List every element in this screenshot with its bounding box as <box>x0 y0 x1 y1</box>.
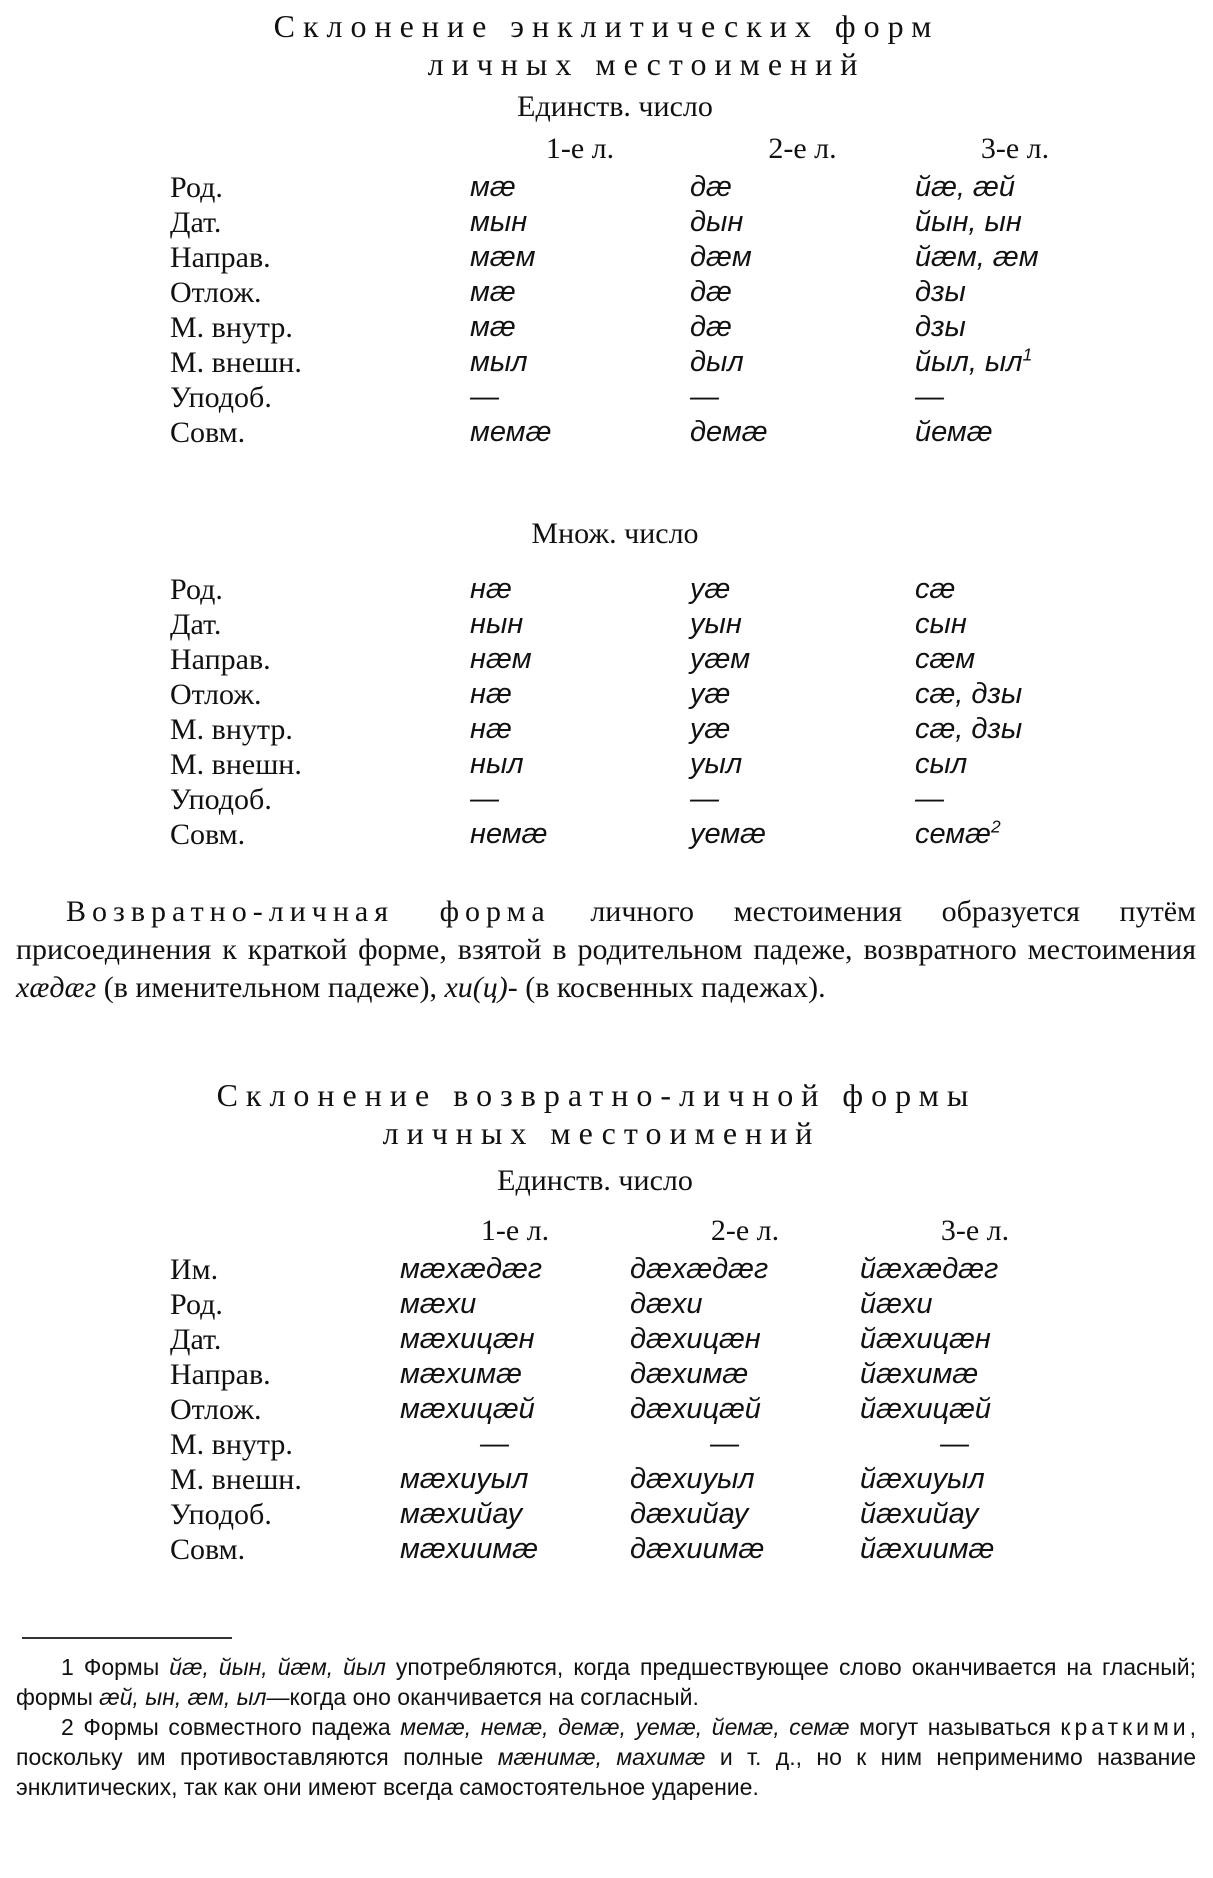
table-row <box>170 677 1115 712</box>
case-label: Направ. <box>170 1358 271 1391</box>
case-label: Им. <box>170 1253 219 1286</box>
case-label: Отлож. <box>170 1393 262 1426</box>
case-label: Направ. <box>170 643 271 676</box>
footnote-number: 1 <box>61 1654 74 1680</box>
form-cell: уемæ <box>690 818 766 850</box>
form-cell: нæ <box>470 573 512 605</box>
form-cell: мæхиимæ <box>400 1533 539 1565</box>
form-cell: уæ <box>690 573 731 605</box>
form-cell: йæхицæн <box>860 1323 991 1355</box>
table-row <box>170 275 1115 310</box>
paragraph-text: (в именительном падеже), <box>96 971 445 1004</box>
footnote-2 <box>16 1712 1196 1802</box>
paragraph-text: (в косвенных падежах). <box>517 971 826 1004</box>
footnote-text: , поскольку им противоставляются полные <box>16 1714 1197 1770</box>
table-row <box>170 1322 1090 1357</box>
table1-title-line1: Склонение энклитических форм <box>273 8 940 44</box>
form-cell: нæ <box>470 678 512 710</box>
form-cell: дзы <box>915 311 966 343</box>
form-cell: мæхæдæг <box>400 1253 543 1285</box>
example-word: хæдæг <box>16 971 97 1004</box>
table1-plural <box>170 572 1115 852</box>
form-cell: дæхæдæг <box>630 1253 769 1285</box>
case-label: Уподоб. <box>170 1498 272 1531</box>
form-cell: мæ <box>470 311 516 343</box>
form-cell: — <box>480 1428 509 1460</box>
case-label: Дат. <box>170 206 222 239</box>
form-cell: йæхиимæ <box>860 1533 995 1565</box>
case-label: Уподоб. <box>170 783 272 816</box>
form-cell: сæ, дзы <box>915 713 1023 745</box>
form-cell: уыл <box>690 748 743 780</box>
table2-title-line1: Склонение возвратно-личной формы <box>216 1077 977 1113</box>
table-row <box>170 1462 1090 1497</box>
form-cell: уæ <box>690 678 731 710</box>
form-cell: мын <box>470 206 528 238</box>
form-cell: мыл <box>470 346 528 378</box>
footnote-divider <box>22 1637 232 1639</box>
table-row <box>170 1357 1090 1392</box>
footnote-text: употребляются, когда предшествующее слово оканчивается на гласный; формы <box>16 1654 1197 1710</box>
table1-title-line2: личных местоимений <box>427 46 866 82</box>
case-label: Направ. <box>170 241 271 274</box>
form-cell: демæ <box>690 416 768 448</box>
form-cell: йæхицæй <box>860 1393 992 1425</box>
form-cell: дæ <box>690 311 732 343</box>
table-row <box>170 747 1115 782</box>
form-cell: йæхи <box>860 1288 933 1320</box>
table-row <box>170 1427 1090 1462</box>
form-cell: — <box>470 381 499 413</box>
case-label: Совм. <box>170 416 246 449</box>
case-label: Уподоб. <box>170 381 272 414</box>
table-row <box>170 310 1115 345</box>
form-cell: мæхицæй <box>400 1393 535 1425</box>
form-cell: мемæ <box>470 416 552 448</box>
form-cell: йæхийау <box>860 1498 979 1530</box>
form-cell: уæ <box>690 713 731 745</box>
form-cell: мæ <box>470 276 516 308</box>
form-cell: мæхи <box>400 1288 477 1320</box>
header-2nd-person: 2-е л. <box>768 132 837 165</box>
case-label: М. внешн. <box>170 346 302 379</box>
footnote-1 <box>16 1652 1196 1712</box>
form-cell: мæхицæн <box>400 1323 535 1355</box>
table-row <box>170 712 1115 747</box>
table1-header-row <box>170 128 1115 170</box>
table-row <box>170 572 1115 607</box>
form-cell: — <box>690 783 719 815</box>
form-cell: дæхи <box>630 1288 703 1320</box>
case-label: Род. <box>170 1288 223 1321</box>
form-cell: йæхиуыл <box>860 1463 985 1495</box>
footnote-text: Формы совместного падежа <box>83 1714 401 1740</box>
form-cell: — <box>915 381 944 413</box>
form-cell: йын, ын <box>915 206 1022 238</box>
form-cell: йæ, æй <box>915 171 1015 203</box>
table-row <box>170 1252 1090 1287</box>
form-cell: уын <box>690 608 742 640</box>
form-cell: сæ <box>915 573 956 605</box>
form-cell: — <box>470 783 499 815</box>
form-cell <box>915 345 1115 380</box>
term-reflexive-personal-form: Возвратно-личная форма <box>66 895 551 928</box>
footnote-ref-2: 2 <box>990 816 1001 837</box>
case-label: М. внутр. <box>170 1428 293 1461</box>
example-word: хи(ц)- <box>444 971 518 1004</box>
form-cell: нæм <box>470 643 532 675</box>
footnote-text: —когда оно оканчивается на согласный. <box>266 1684 699 1710</box>
footnote-text: могут называться <box>849 1714 1061 1740</box>
table-row <box>170 240 1115 275</box>
table-row <box>170 205 1115 240</box>
form-cell: дæм <box>690 241 752 273</box>
form-cell: дæхиимæ <box>630 1533 765 1565</box>
footnote-number: 2 <box>61 1714 74 1740</box>
footnote-ref-1: 1 <box>1022 344 1033 365</box>
form-cell: дæхицæй <box>630 1393 761 1425</box>
form-cell: — <box>940 1428 969 1460</box>
form-cell: йемæ <box>915 416 993 448</box>
footnote-example: æй, ын, æм, ыл <box>99 1684 267 1710</box>
table2-singular-label: Единств. число <box>497 1164 693 1197</box>
table2-header-row <box>170 1210 1090 1252</box>
form-cell: мæ <box>470 171 516 203</box>
form-cell: нæ <box>470 713 512 745</box>
footnote-example: йæ, йын, йæм, йыл <box>169 1654 386 1680</box>
table-row <box>170 782 1115 817</box>
case-label: Совм. <box>170 818 246 851</box>
form-cell: дæхиуыл <box>630 1463 755 1495</box>
table-row <box>170 1532 1090 1567</box>
form-cell: сын <box>915 608 967 640</box>
form-cell: дæ <box>690 171 732 203</box>
table-row <box>170 345 1115 380</box>
form-cell: ныл <box>470 748 524 780</box>
table-row <box>170 1287 1090 1322</box>
form-cell: дæхийау <box>630 1498 749 1530</box>
footnotes <box>16 1652 1196 1802</box>
table-row <box>170 607 1115 642</box>
form-cell: дыл <box>690 346 744 378</box>
footnote-text: Формы <box>83 1654 170 1680</box>
case-label: М. внутр. <box>170 311 293 344</box>
case-label: Род. <box>170 171 223 204</box>
paragraph-text: личного местоимения образуется путём присоединения к краткой форме, взятой в родительном падеже, возвратного местоимения <box>16 895 1196 966</box>
form-cell: йæхæдæг <box>860 1253 999 1285</box>
table-row <box>170 170 1115 205</box>
form-cell: мæхийау <box>400 1498 523 1530</box>
form-cell: — <box>710 1428 739 1460</box>
table1-plural-label: Множ. число <box>531 517 699 550</box>
case-label: М. внешн. <box>170 748 302 781</box>
form-cell: йæхимæ <box>860 1358 979 1390</box>
footnote-example: мæнимæ, махимæ <box>497 1744 706 1770</box>
form-cell: сыл <box>915 748 968 780</box>
header-1st-person: 1-е л. <box>545 132 615 165</box>
table-row <box>170 415 1115 450</box>
form-cell: дæхицæн <box>630 1323 761 1355</box>
form-cell: нын <box>470 608 524 640</box>
header-2nd-person: 2-е л. <box>710 1214 780 1247</box>
form-cell <box>915 817 1115 852</box>
footnote-text: и т. д., но к ним неприменимо название энклитических, так как они имеют всегда самостоятельное ударение. <box>16 1744 1197 1800</box>
table-row <box>170 642 1115 677</box>
table-row <box>170 817 1115 852</box>
case-label: М. внешн. <box>170 1463 302 1496</box>
case-label: Дат. <box>170 1323 222 1356</box>
header-1st-person: 1-е л. <box>480 1214 550 1247</box>
case-label: Дат. <box>170 608 222 641</box>
footnote-emphasis: краткими <box>1060 1714 1190 1740</box>
form-cell: мæм <box>470 241 536 273</box>
form-cell: — <box>690 381 719 413</box>
table2-singular <box>170 1210 1090 1567</box>
form-cell: мæхимæ <box>400 1358 522 1390</box>
table1-singular-label: Единств. число <box>517 90 713 123</box>
footnote-example: мемæ, немæ, демæ, уемæ, йемæ, семæ <box>400 1714 850 1740</box>
table-row <box>170 1392 1090 1427</box>
header-3rd-person: 3-е л. <box>940 1214 1010 1247</box>
form-cell: уæм <box>690 643 751 675</box>
form-cell: — <box>915 783 944 815</box>
case-label: Отлож. <box>170 678 262 711</box>
case-label: Род. <box>170 573 223 606</box>
form-cell: немæ <box>470 818 548 850</box>
header-3rd-person: 3-е л. <box>980 132 1050 165</box>
form-cell: сæм <box>915 643 976 675</box>
table2-title-line2: личных местоимений <box>382 1115 821 1151</box>
table1-singular <box>170 128 1115 450</box>
form-cell: дæ <box>690 276 732 308</box>
table-row <box>170 380 1115 415</box>
form-cell: дзы <box>915 276 966 308</box>
form-cell: мæхиуыл <box>400 1463 529 1495</box>
body-paragraph <box>16 893 1196 1007</box>
form-cell: дын <box>690 206 744 238</box>
case-label: Совм. <box>170 1533 246 1566</box>
table-row <box>170 1497 1090 1532</box>
case-label: Отлож. <box>170 276 262 309</box>
form-text: семæ <box>915 818 991 850</box>
form-text: йыл, ыл <box>915 346 1023 378</box>
form-cell: сæ, дзы <box>915 678 1023 710</box>
form-cell: йæм, æм <box>915 241 1039 273</box>
form-cell: дæхимæ <box>630 1358 749 1390</box>
case-label: М. внутр. <box>170 713 293 746</box>
